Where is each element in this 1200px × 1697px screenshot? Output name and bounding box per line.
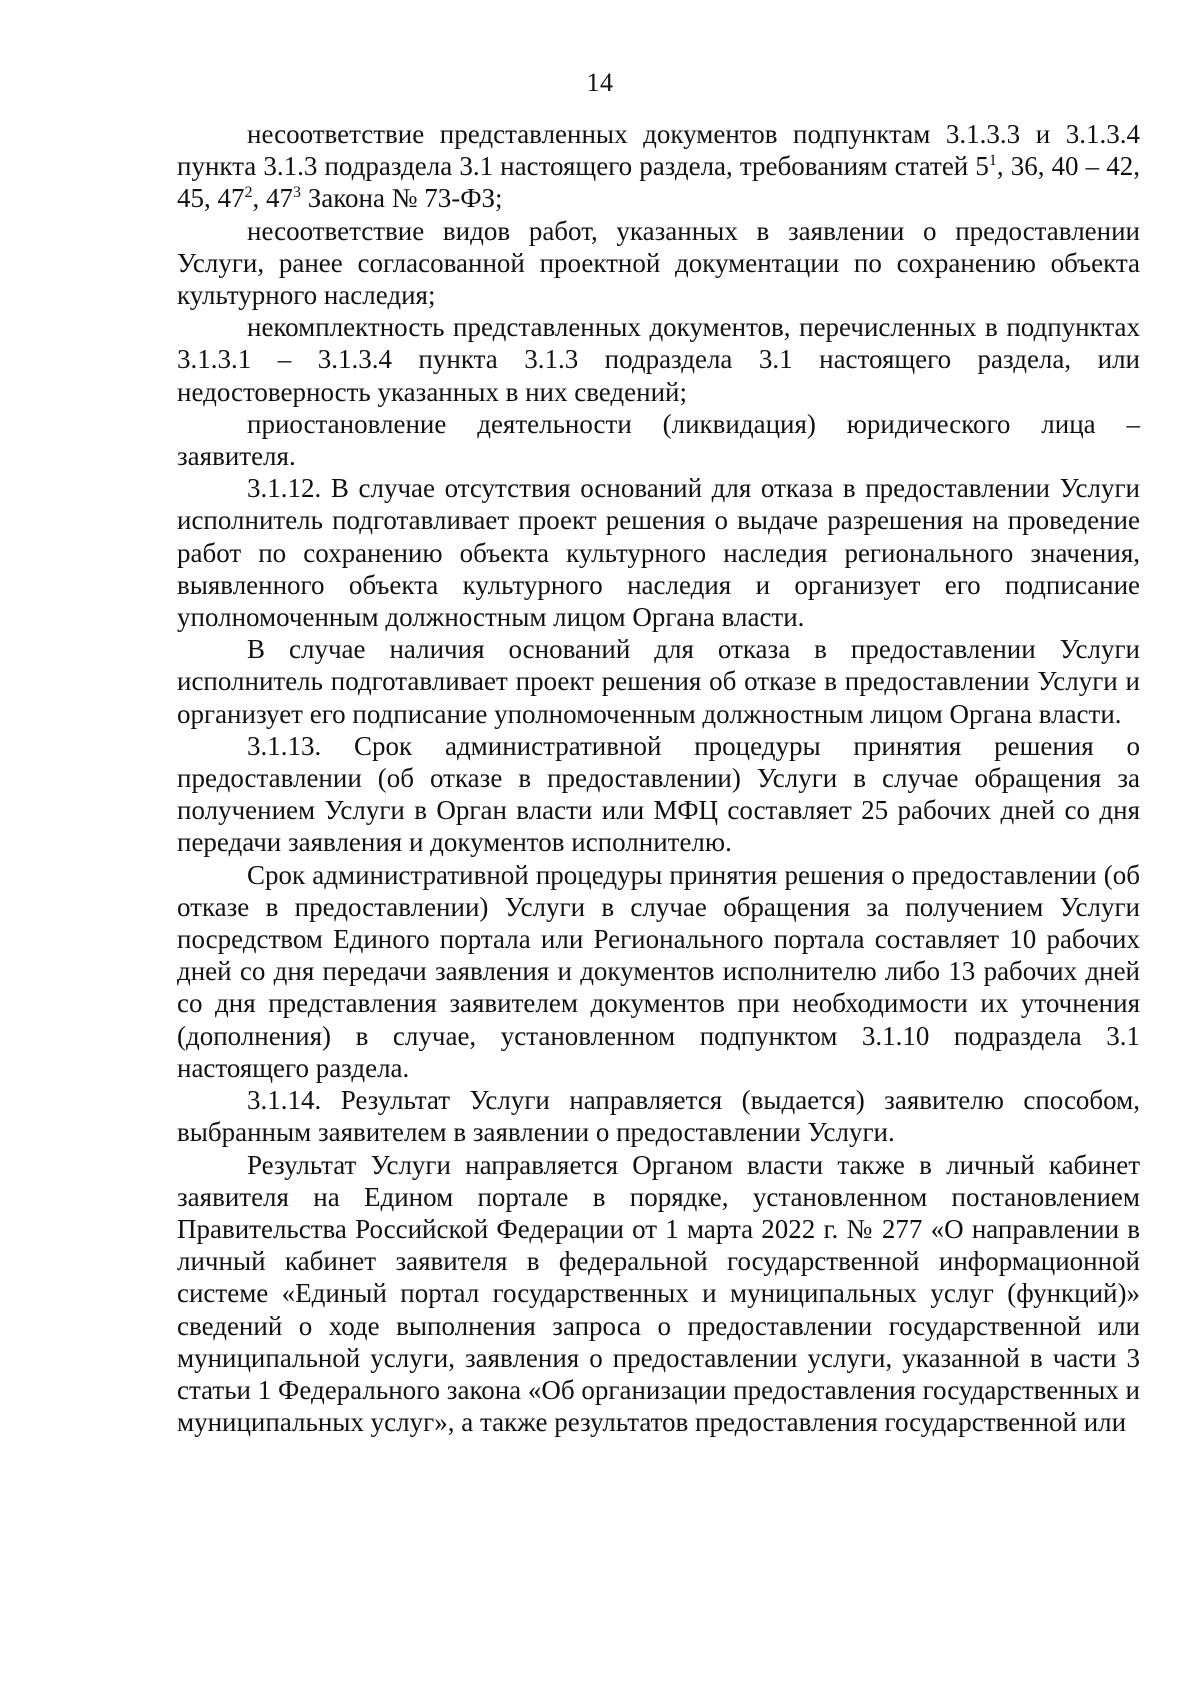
text-run: В случае наличия оснований для отказа в предоставлении Услуги исполнитель подготавливает проект решения об отказе в предоставлении Услуги и организует его подписание уполномоченным должностным лицом Органа власти.	[177, 634, 1140, 729]
text-run: , 47	[252, 183, 293, 214]
paragraph	[177, 859, 1140, 1084]
text-run: 3.1.14. Результат Услуги направляется (выдается) заявителю способом, выбранным заявителем в заявлении о предоставлении Услуги.	[177, 1085, 1140, 1148]
text-run: 3.1.13. Срок административной процедуры принятия решения о предоставлении (об отказе в предоставлении) Услуги в случае обращения за получением Услуги в Орган власти или МФЦ составляет 25 рабочих дней со дня передачи заявления и документов исполнителю.	[177, 730, 1140, 858]
paragraph	[177, 633, 1140, 730]
text-run: приостановление деятельности (ликвидация) юридического лица – заявителя.	[177, 408, 1140, 472]
text-run: Результат Услуги направляется Органом власти также в личный кабинет заявителя на Едином портале в порядке, установленном постановлением Правительства Российской Федерации от 1 марта 2022 г. № 277 «О направлении в личный кабинет заявителя в федеральной государственной информационной системе «Единый портал государственных и муниципальных услуг (функций)» сведений о ходе выполнения запроса о предоставлении государственной или муниципальной услуги, заявления о предоставлении услуги, указанной в части 3 статьи 1 Федерального закона «Об организации предоставления государственных и муниципальных услуг», а также результатов предоставления государственной или	[177, 1149, 1140, 1438]
text-run: несоответствие представленных документов подпунктам 3.1.3.3 и 3.1.3.4 пункта 3.1.3 подраздела 3.1 настоящего раздела, требованиям статей 5	[177, 119, 1140, 182]
text-run: Срок административной процедуры принятия решения о предоставлении (об отказе в предоставлении) Услуги в случае обращения за получением Услуги посредством Единого портала или Регионального портала составляет 10 рабочих дней со дня передачи заявления и документов исполнителю либо 13 рабочих дней со дня представления заявителем документов при необходимости их уточнения (дополнения) в случае, установленном подпунктом 3.1.10 подраздела 3.1 настоящего раздела.	[177, 859, 1140, 1083]
text-run: несоответствие видов работ, указанных в заявлении о предоставлении Услуги, ранее согласованной проектной документации по сохранению объекта культурного наследия;	[177, 215, 1140, 311]
text-run: , 36, 40 – 42, 45, 47	[177, 151, 1140, 214]
paragraph	[177, 408, 1140, 472]
text-run: 3.1.12. В случае отсутствия оснований для отказа в предоставлении Услуги исполнитель подготавливает проект решения о выдаче разрешения на проведение работ по сохранению объекта культурного наследия регионального значения, выявленного объекта культурного наследия и организует его подписание уполномоченным должностным лицом Органа власти.	[177, 473, 1140, 633]
page-number: 14	[586, 68, 614, 97]
paragraph	[177, 311, 1140, 408]
superscript-index: 3	[293, 184, 301, 202]
paragraph	[177, 118, 1140, 215]
text-run: некомплектность представленных документов, перечисленных в подпунктах 3.1.3.1 – 3.1.3.4 пункта 3.1.3 подраздела 3.1 настоящего раздела, или недостоверность указанных в них сведений;	[177, 312, 1140, 407]
paragraph	[177, 472, 1140, 633]
paragraph	[177, 730, 1140, 859]
superscript-index: 1	[988, 152, 997, 170]
text-run: Закона № 73-ФЗ;	[301, 183, 503, 214]
paragraph	[177, 1149, 1140, 1439]
paragraph	[177, 1084, 1140, 1148]
superscript-index: 2	[244, 184, 253, 202]
document-body	[177, 118, 1140, 1438]
paragraph	[177, 215, 1140, 312]
